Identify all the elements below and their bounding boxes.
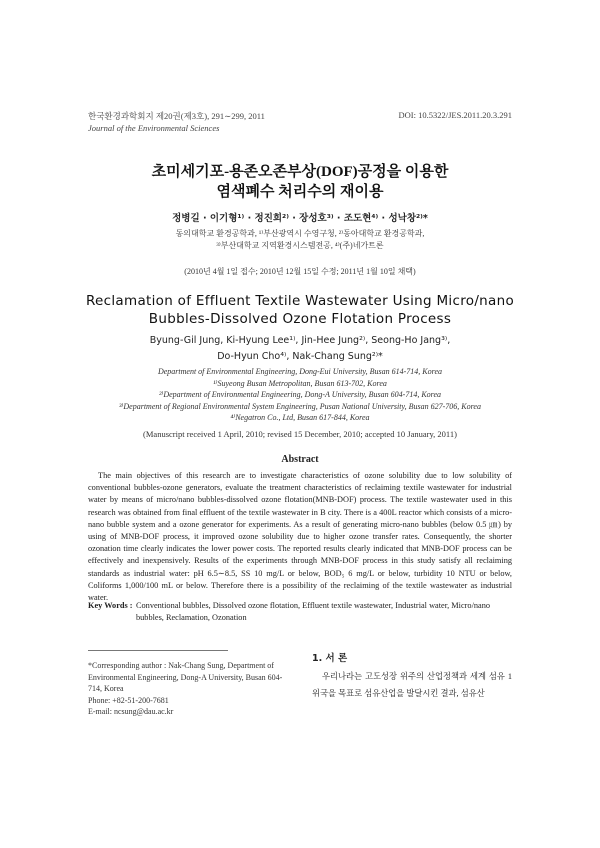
english-title xyxy=(60,292,540,328)
footnote-phone: Phone: +82-51-200-7681 xyxy=(88,695,169,705)
journal-name-en: Journal of the Environmental Sciences xyxy=(88,123,220,133)
english-affiliations xyxy=(60,366,540,424)
keywords xyxy=(88,600,512,624)
abstract-heading: Abstract xyxy=(281,454,319,465)
footnote-author: *Corresponding author : Nak-Chang Sung, Department of Environmental Engineering, Dong-A University, Busan 604-714, Korea xyxy=(88,661,283,693)
section-body-text: 우리나라는 고도성장 위주의 산업정책과 세계 섬유 1위국을 목표로 섬유산업을 발달시킨 결과, 섬유산 xyxy=(312,672,512,698)
korean-aff-line1: 동의대학교 환경공학과, ¹⁾부산광역시 수영구청, ²⁾동아대학교 환경공학과, xyxy=(175,229,425,238)
journal-header xyxy=(88,110,265,134)
english-aff-line: ¹⁾Suyeong Busan Metropolitan, Busan 613-702, Korea xyxy=(213,378,387,388)
english-authors xyxy=(60,333,540,365)
english-aff-line: ²⁾Department of Environmental Engineering, Dong-A University, Busan 604-714, Korea xyxy=(158,390,442,399)
abstract-text: The main objectives of this research are to investigate characteristics of ozone solubility due to low solubility of conventional bubbles-ozone generators, evaluate the treatment characteristics of reclaiming textile wastewater for industrial water by means of micro/nano bubbles-dissolved ozone flotation(MNB-DOF) process. The textile wastewater used in this research was obtained from final effluent of the textile wastewater in B city. There is a 400L reactor which consists of a micro-nano bubble system and a ozone generator for experiments. As a result of generating micro-nano bubbles (below 0.5 ㎛) by using of MNB-DOF process, it improved ozone solubility due to higher ozone transfer rates. Consequently, the shorter ozonation time clearly indicates the lower power costs. The reported results clearly indicated that MNB-DOF process can be effectively and inexpensively. Results of the experiments through MNB-DOF process in this study satisfy all reclaiming standards as industrial water: pH 6.5∼8.5, SS 10 mg/L or below, BOD₅ 6 mg/L or below, turbidity 10 NTU or below, Coliforms 1,000/100 mL or below. Therefore there is a possibility of the reclaiming of the textile wastewater as industrial water. xyxy=(88,471,512,603)
korean-title xyxy=(60,162,540,202)
footnote-email: E-mail: ncsung@dau.ac.kr xyxy=(88,707,174,716)
english-aff-line: ³⁾Department of Regional Environmental System Engineering, Pusan National University, Busan 627-706, Korea xyxy=(119,401,481,411)
korean-affiliations xyxy=(60,228,540,252)
journal-name-kr: 한국환경과학회지 제20권(제3호), 291∼299, 2011 xyxy=(88,111,265,121)
keywords-label: Key Words : xyxy=(88,601,133,610)
keywords-text: Conventional bubbles, Dissolved ozone flotation, Effluent textile wastewater, Industrial water, Micro/nano bubbles, Reclamation, Ozonation xyxy=(136,601,491,623)
korean-title-line1: 초미세기포-용존오존부상(DOF)공정을 이용한 xyxy=(151,164,449,180)
korean-title-line2: 염색폐수 처리수의 재이용 xyxy=(216,184,384,200)
english-title-line1: Reclamation of Effluent Textile Wastewater Using Micro/nano xyxy=(85,293,515,309)
korean-authors: 정병길 · 이기형¹⁾ · 정진희²⁾ · 장성호³⁾ · 조도현⁴⁾ · 성낙창²⁾* xyxy=(172,213,428,224)
english-aff-line: ⁴⁾Negatron Co., Ltd, Busan 617-844, Korea xyxy=(230,413,370,422)
footnote-divider xyxy=(88,650,228,651)
english-authors-line1: Byung-Gil Jung, Ki-Hyung Lee¹⁾, Jin-Hee Jung²⁾, Seong-Ho Jang³⁾, xyxy=(149,335,451,346)
english-title-line2: Bubbles-Dissolved Ozone Flotation Process xyxy=(148,311,452,327)
korean-aff-line2: ³⁾부산대학교 지역환경시스템전공, ⁴⁾(주)네가트론 xyxy=(216,241,384,250)
manuscript-dates: (Manuscript received 1 April, 2010; revised 15 December, 2010; accepted 10 January, 2011) xyxy=(143,429,457,439)
corresponding-author-footnote xyxy=(88,660,288,718)
korean-dates: (2010년 4월 1일 접수; 2010년 12월 15일 수정; 2011년 1월 10일 채택) xyxy=(184,267,416,276)
english-authors-line2: Do-Hyun Cho⁴⁾, Nak-Chang Sung²⁾* xyxy=(217,351,383,362)
english-aff-line: Department of Environmental Engineering, Dong-Eui University, Busan 614-714, Korea xyxy=(157,367,443,376)
doi: DOI: 10.5322/JES.2011.20.3.291 xyxy=(398,110,512,120)
section-heading: 1. 서 론 xyxy=(312,653,348,664)
